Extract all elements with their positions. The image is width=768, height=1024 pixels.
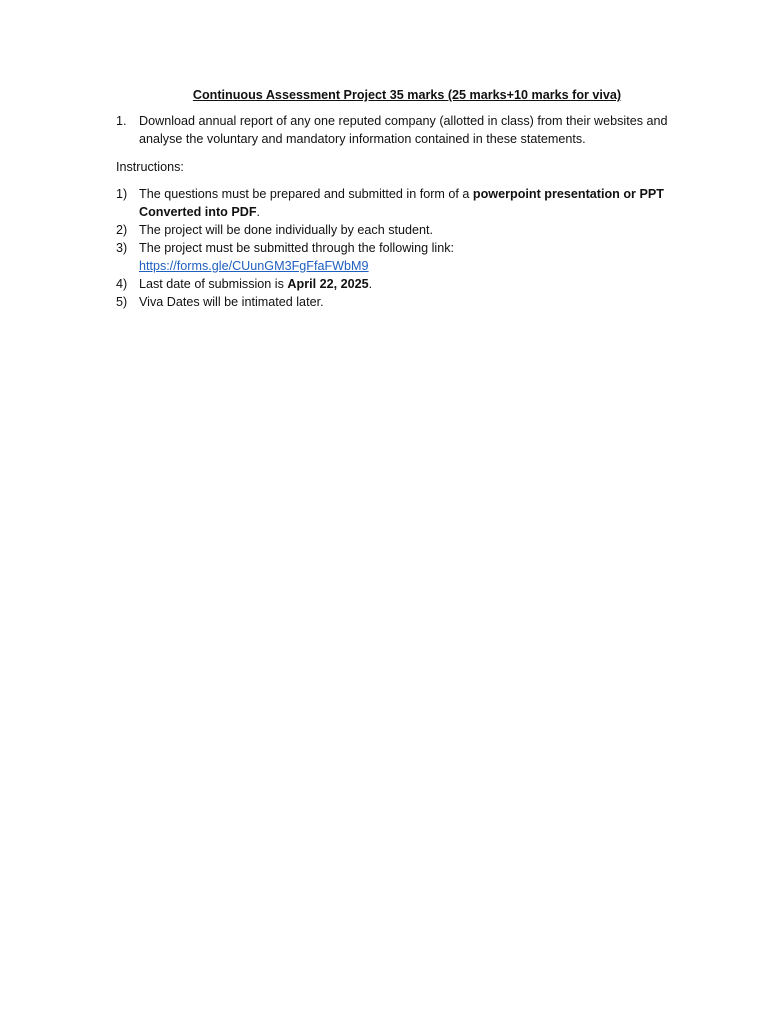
submission-date: April 22, 2025 [287, 277, 369, 291]
instruction-text: Viva Dates will be intimated later. [139, 295, 324, 309]
instruction-item [116, 221, 676, 239]
question-item [116, 112, 676, 148]
instruction-number: 5) [116, 295, 128, 309]
instruction-number: 1) [116, 187, 128, 201]
instructions-list [116, 185, 676, 311]
instruction-text [139, 185, 676, 221]
instruction-item [116, 275, 676, 293]
instruction-text-part: Last date of submission is [139, 277, 288, 291]
instruction-number: 2) [116, 223, 128, 237]
instruction-text-part: The project must be submitted through the following link: [139, 241, 455, 255]
instruction-text-part: The questions must be prepared and submitted in form of a [139, 187, 473, 201]
instruction-item [116, 239, 676, 275]
instruction-item [116, 293, 676, 311]
instruction-text: The project will be done individually by each student. [139, 223, 434, 237]
instruction-number: 3) [116, 241, 128, 255]
instruction-bold-text: powerpoint presentation or PPT Converted into PDF [139, 187, 664, 219]
instruction-text [139, 275, 676, 293]
question-text: Download annual report of any one reputed company (allotted in class) from their websites and analyse the voluntary and mandatory information contained in these statements. [139, 114, 668, 146]
document-body [116, 86, 676, 311]
instruction-item [116, 185, 676, 221]
instruction-text-part: . [256, 205, 261, 219]
instruction-text-part: . [368, 277, 373, 291]
submission-link[interactable]: https://forms.gle/CUunGM3FgFfaFWbM9 [139, 259, 369, 273]
instruction-text [139, 239, 676, 275]
instructions-label: Instructions: [116, 160, 184, 174]
document-title: Continuous Assessment Project 35 marks (25 marks+10 marks for viva) [192, 88, 622, 102]
question-number: 1. [116, 114, 127, 128]
instruction-number: 4) [116, 277, 128, 291]
